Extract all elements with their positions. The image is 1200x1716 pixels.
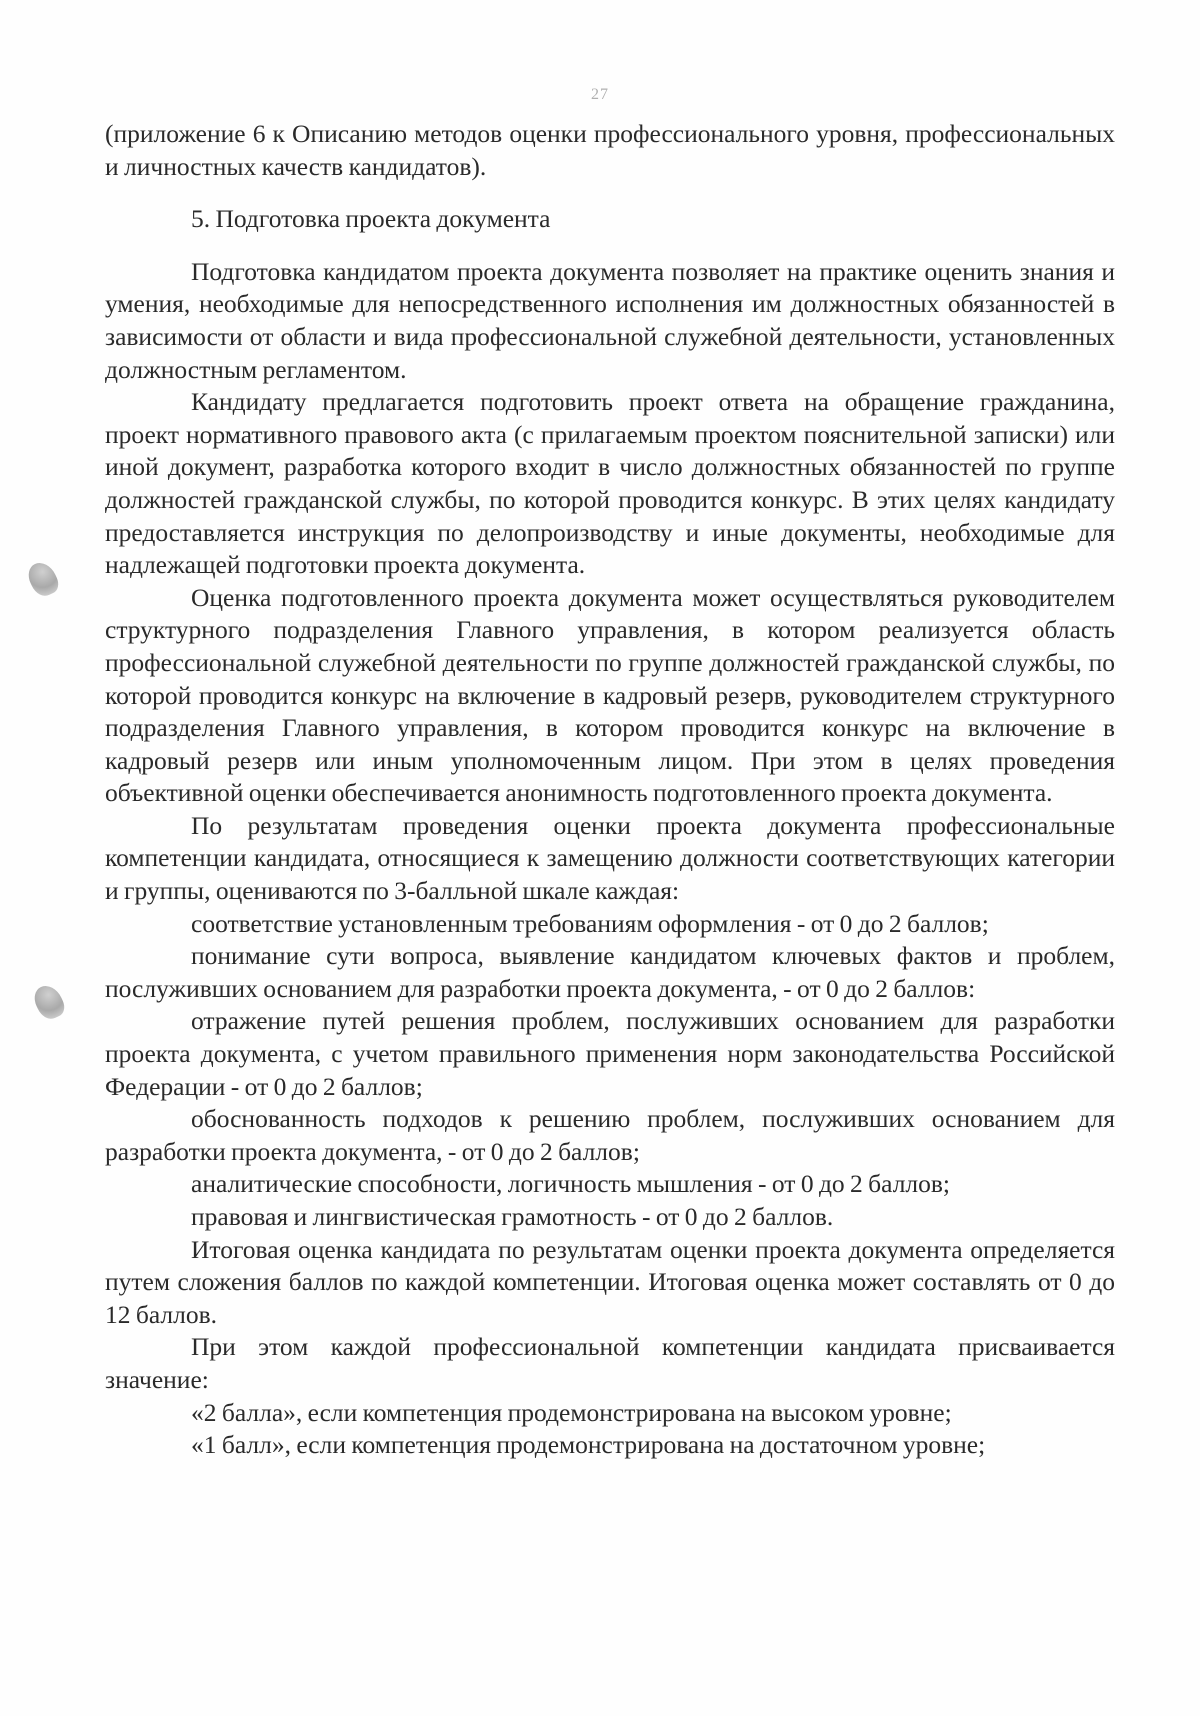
document-body — [105, 118, 1115, 1462]
criterion-item: обоснованность подходов к решению проблем, послуживших основанием для разработки проекта документа, - от 0 до 2 баллов; — [105, 1104, 1115, 1166]
paragraph: Оценка подготовленного проекта документа может осуществляться руководителем структурного подразделения Главного управления, в котором реализуется область профессиональной служебной деятельности по группе должностей гражданской службы, по которой проводится конкурс на включение в кадровый резерв, руководителем структурного подразделения Главного управления, в котором проводится конкурс на включение в кадровый резерв или иным уполномоченным лицом. При этом в целях проведения объективной оценки обеспечивается анонимность подготовленного проекта документа. — [105, 582, 1115, 808]
score-value-item: «2 балла», если компетенция продемонстрирована на высоком уровне; — [191, 1397, 952, 1427]
paragraph: Подготовка кандидатом проекта документа позволяет на практике оценить знания и умения, необходимые для непосредственного исполнения им должностных обязанностей в зависимости от области и вида профессиональной служебной деятельности, установленных должностным регламентом. — [105, 256, 1115, 384]
punch-hole-mark — [30, 981, 68, 1023]
criterion-item: соответствие установленным требованиям оформления - от 0 до 2 баллов; — [191, 908, 989, 938]
paragraph: Кандидату предлагается подготовить проект ответа на обращение гражданина, проект нормативного правового акта (с прилагаемым проектом пояснительной записки) или иной документ, разработка которого входит в число должностных обязанностей по группе должностей гражданской службы, по которой проводится конкурс. В этих целях кандидату предоставляется инструкция по делопроизводству и иные документы, необходимые для надлежащей подготовки проекта документа. — [105, 387, 1115, 580]
criterion-item: отражение путей решения проблем, послуживших основанием для разработки проекта документа, с учетом правильного применения норм законодательства Российской Федерации - от 0 до 2 баллов; — [105, 1006, 1115, 1101]
criterion-item: аналитические способности, логичность мышления - от 0 до 2 баллов; — [191, 1169, 951, 1199]
section-heading: 5. Подготовка проекта документа — [191, 204, 551, 234]
paragraph-continuation: (приложение 6 к Описанию методов оценки профессионального уровня, профессиональных и личностных качеств кандидатов). — [105, 119, 1115, 181]
paragraph: При этом каждой профессиональной компетенции кандидата присваивается значение: — [105, 1332, 1115, 1394]
criterion-item: понимание сути вопроса, выявление кандидатом ключевых фактов и проблем, послуживших основанием для разработки проекта документа, - от 0 до 2 баллов: — [105, 941, 1115, 1003]
score-value-item: «1 балл», если компетенция продемонстрирована на достаточном уровне; — [191, 1430, 986, 1460]
paragraph: Итоговая оценка кандидата по результатам оценки проекта документа определяется путем сложения баллов по каждой компетенции. Итоговая оценка может составлять от 0 до 12 баллов. — [105, 1234, 1115, 1329]
page-number: 27 — [591, 86, 609, 103]
criterion-item: правовая и лингвистическая грамотность - от 0 до 2 баллов. — [191, 1202, 834, 1231]
paragraph: По результатам проведения оценки проекта документа профессиональные компетенции кандидата, относящиеся к замещению должности соответствующих категории и группы, оцениваются по 3-балльной шкале каждая: — [105, 810, 1115, 906]
punch-hole-mark — [24, 558, 62, 600]
